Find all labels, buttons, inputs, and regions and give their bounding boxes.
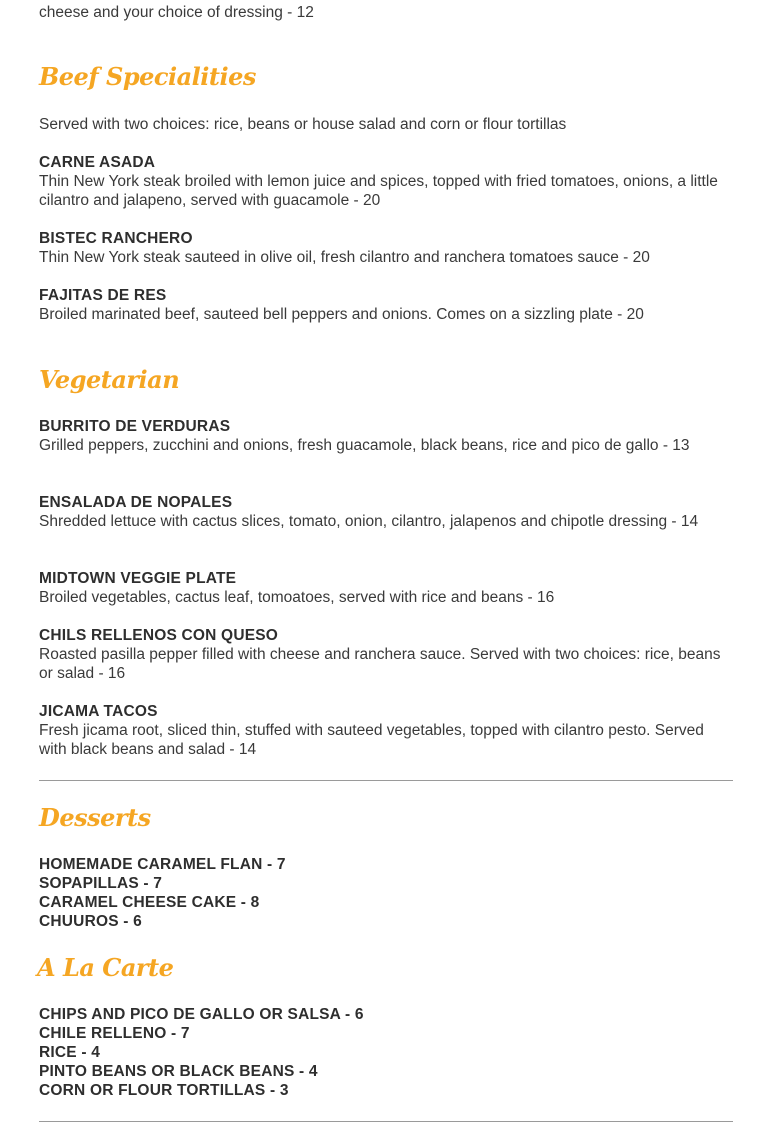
menu-item (39, 153, 733, 210)
section-divider (39, 780, 733, 781)
list-item: CHILE RELLENO - 7 (39, 1025, 190, 1042)
section-title-beef: Beef Specialities (39, 62, 256, 91)
item-description: Shredded lettuce with cactus slices, tomato, onion, cilantro, jalapenos and chipotle dressing - 14 (39, 513, 699, 530)
menu-item (39, 569, 733, 607)
menu-item (39, 417, 733, 455)
beef-intro: Served with two choices: rice, beans or house salad and corn or flour tortillas (39, 116, 567, 133)
previous-item-description: cheese and your choice of dressing - 12 (39, 4, 314, 21)
list-item: PINTO BEANS OR BLACK BEANS - 4 (39, 1063, 318, 1080)
section-title-vegetarian: Vegetarian (39, 365, 180, 394)
list-item: HOMEMADE CARAMEL FLAN - 7 (39, 856, 286, 873)
item-name: MIDTOWN VEGGIE PLATE (39, 570, 237, 587)
item-name: FAJITAS DE RES (39, 287, 167, 304)
item-description: Broiled marinated beef, sauteed bell peppers and onions. Comes on a sizzling plate - 20 (39, 306, 644, 323)
section-title-a-la-carte: A La Carte (37, 953, 174, 982)
menu-item (39, 286, 733, 324)
section-divider (39, 1121, 733, 1122)
list-item: CHUUROS - 6 (39, 913, 142, 930)
list-item: CARAMEL CHEESE CAKE - 8 (39, 894, 260, 911)
item-description: Fresh jicama root, sliced thin, stuffed with sauteed vegetables, topped with cilantro pesto. Served with black beans and salad - 14 (39, 722, 704, 758)
section-title-desserts: Desserts (39, 803, 151, 832)
item-description: Broiled vegetables, cactus leaf, tomoatoes, served with rice and beans - 16 (39, 589, 555, 606)
menu-item (39, 702, 733, 759)
item-name: BURRITO DE VERDURAS (39, 418, 231, 435)
item-description: Grilled peppers, zucchini and onions, fresh guacamole, black beans, rice and pico de gallo - 13 (39, 437, 690, 454)
desserts-list (39, 855, 733, 931)
menu-item (39, 229, 733, 267)
item-description: Roasted pasilla pepper filled with cheese and ranchera sauce. Served with two choices: rice, beans or salad - 16 (39, 646, 721, 682)
item-description: Thin New York steak sauteed in olive oil, fresh cilantro and ranchera tomatoes sauce - 20 (39, 249, 650, 266)
item-name: ENSALADA DE NOPALES (39, 494, 233, 511)
menu-item (39, 626, 733, 683)
list-item: RICE - 4 (39, 1044, 101, 1061)
a-la-carte-list (39, 1005, 733, 1100)
item-name: CHILS RELLENOS CON QUESO (39, 627, 279, 644)
item-description: Thin New York steak broiled with lemon juice and spices, topped with fried tomatoes, onions, a little cilantro and jalapeno, served with guacamole - 20 (39, 173, 718, 209)
item-name: CARNE ASADA (39, 154, 156, 171)
list-item: SOPAPILLAS - 7 (39, 875, 163, 892)
item-name: JICAMA TACOS (39, 703, 158, 720)
menu-item (39, 493, 733, 531)
list-item: CORN OR FLOUR TORTILLAS - 3 (39, 1082, 289, 1099)
item-name: BISTEC RANCHERO (39, 230, 193, 247)
list-item: CHIPS AND PICO DE GALLO OR SALSA - 6 (39, 1006, 364, 1023)
